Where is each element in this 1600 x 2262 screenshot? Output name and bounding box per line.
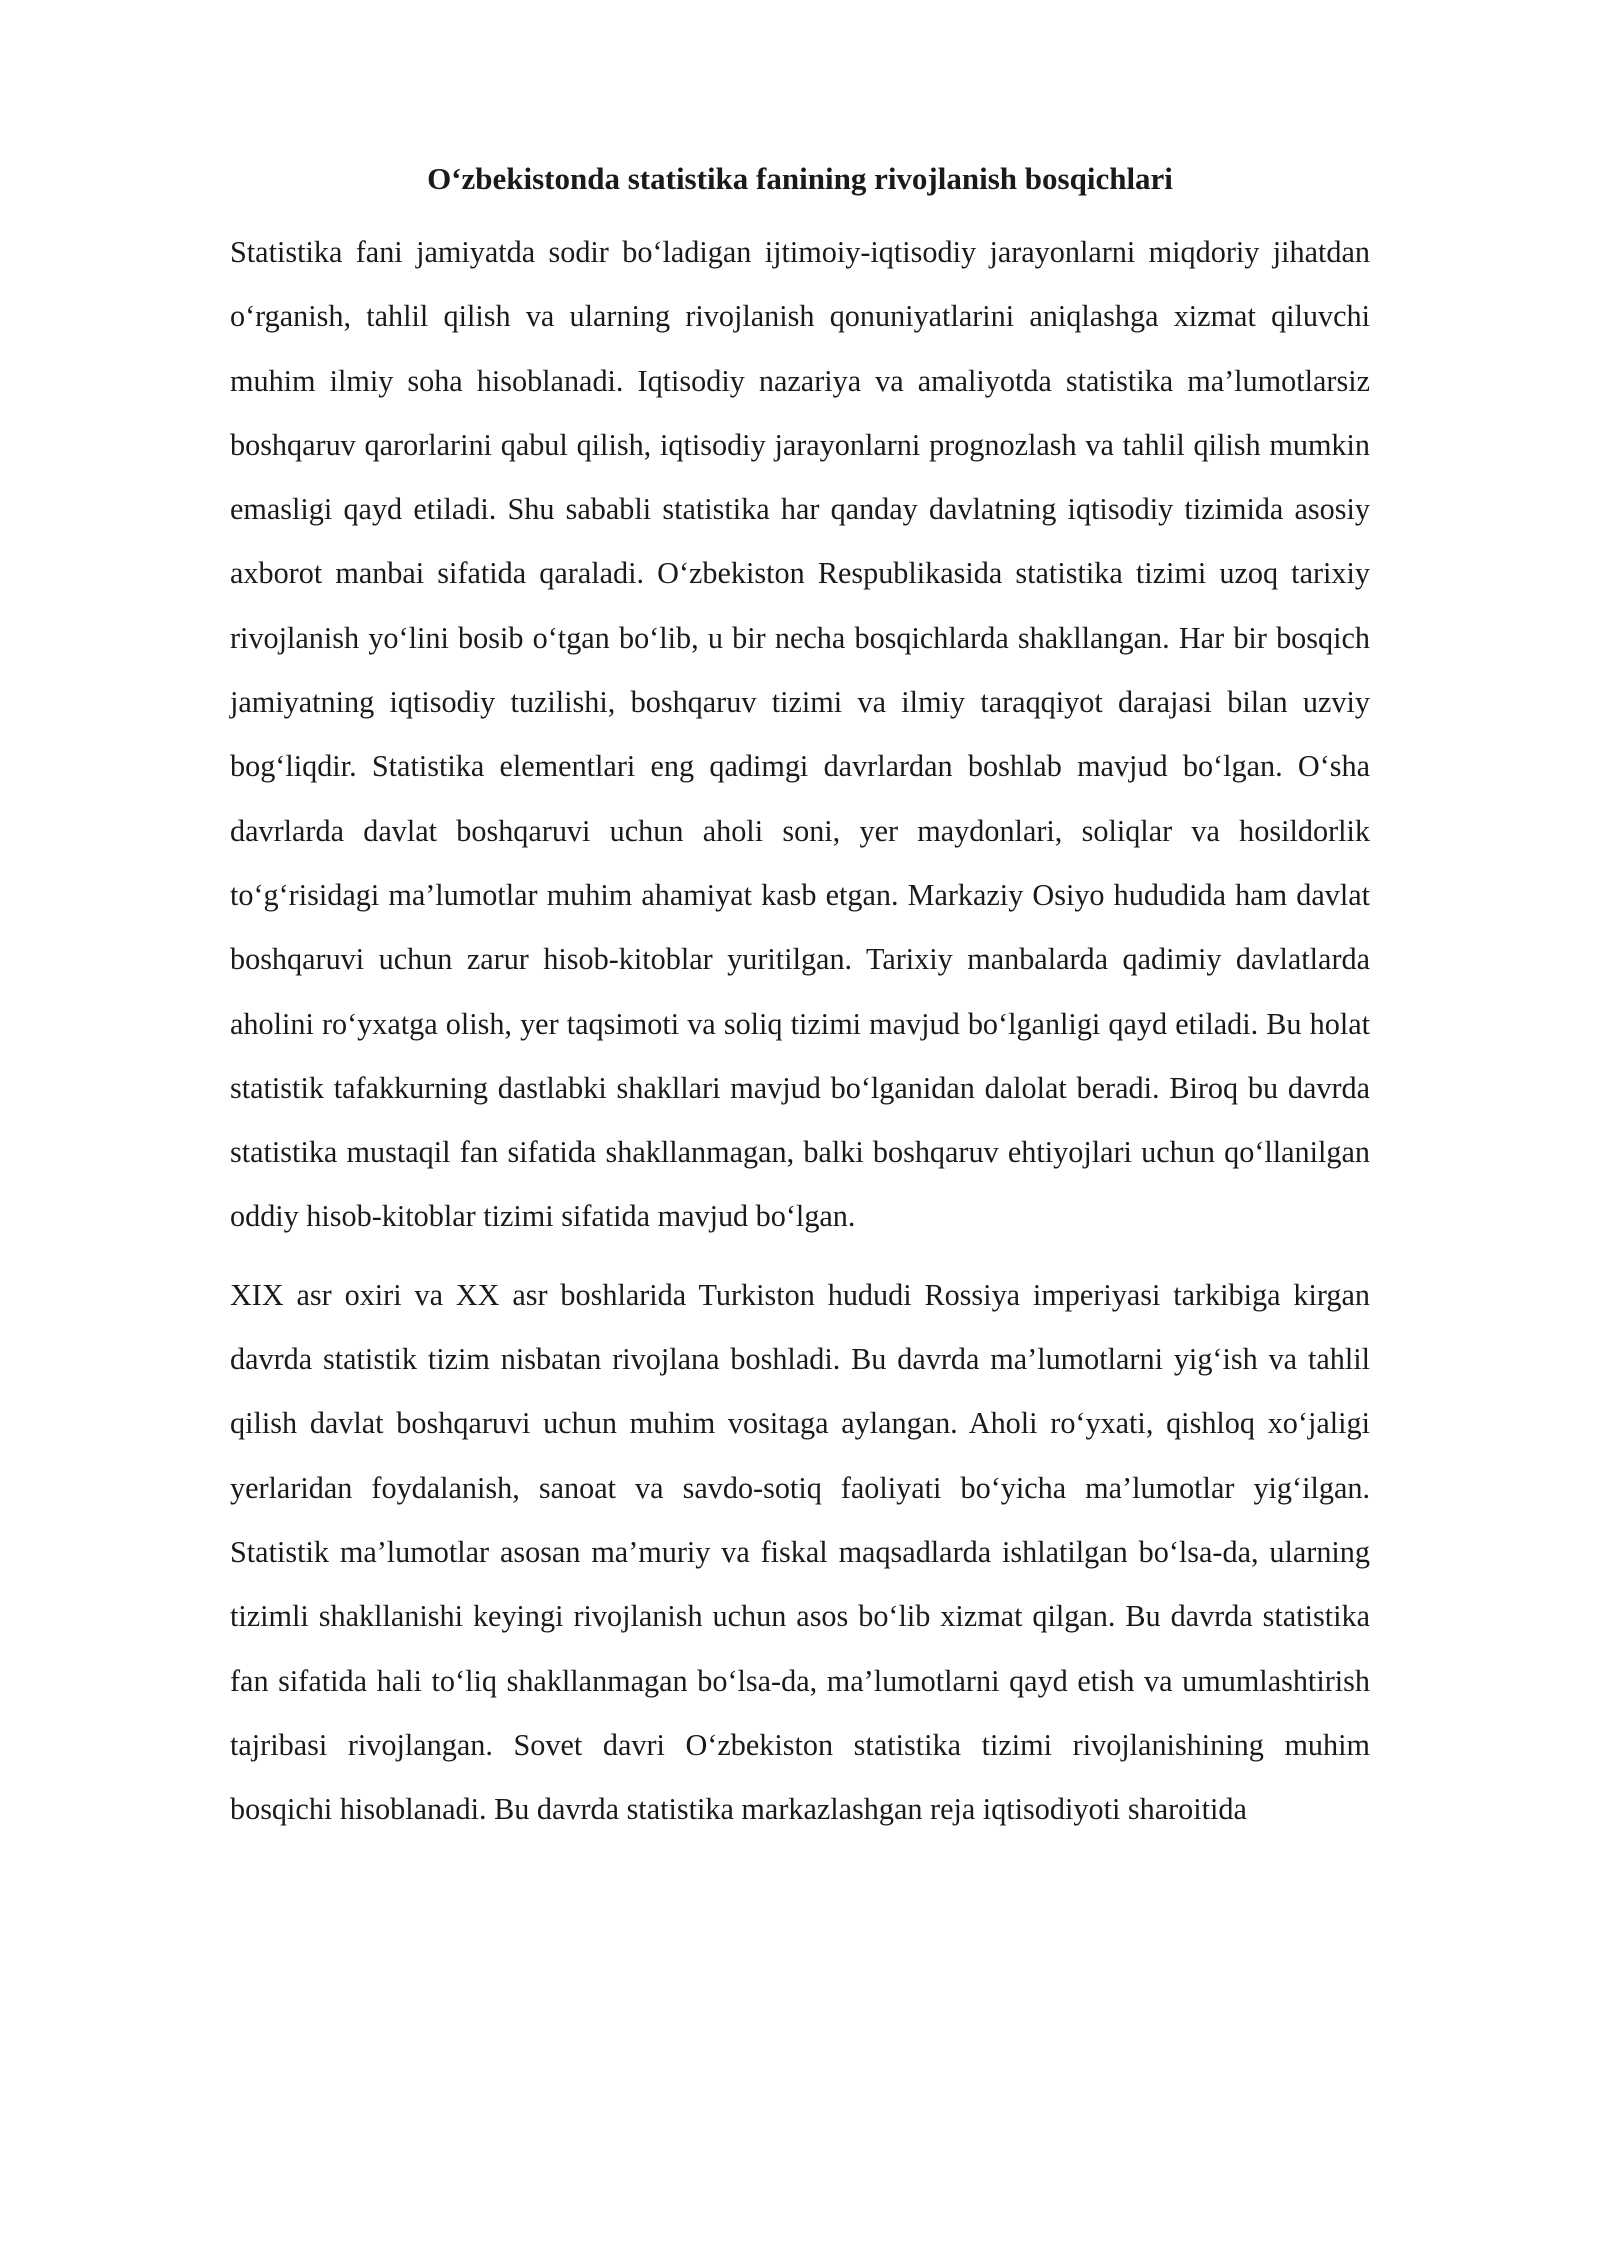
- document-title: O‘zbekistonda statistika fanining rivojlanish bosqichlari: [427, 161, 1173, 196]
- document-body: [230, 150, 1370, 1855]
- paragraph-2: XIX asr oxiri va XX asr boshlarida Turkiston hududi Rossiya imperiyasi tarkibiga kirgan davrda statistik tizim nisbatan rivojlana boshladi. Bu davrda ma’lumotlarni yig‘ish va tahlil qilish davlat boshqaruvi uchun muhim vositaga aylangan. Aholi ro‘yxati, qishloq xo‘jaligi yerlaridan foydalanish, sanoat va savdo-sotiq faoliyati bo‘yicha ma’lumotlar yig‘ilgan. Statistik ma’lumotlar asosan ma’muriy va fiskal maqsadlarda ishlatilgan bo‘lsa-da, ularning tizimli shakllanishi keyingi rivojlanish uchun asos bo‘lib xizmat qilgan. Bu davrda statistika fan sifatida hali to‘liq shakllanmagan bo‘lsa-da, ma’lumotlarni qayd etish va umumlashtirish tajribasi rivojlangan. Sovet davri O‘zbekiston statistika tizimi rivojlanishining muhim bosqichi hisoblanadi. Bu davrda statistika markazlashgan reja iqtisodiyoti sharoitida: [230, 1277, 1370, 1827]
- paragraph-1: Statistika fani jamiyatda sodir bo‘ladigan ijtimoiy-iqtisodiy jarayonlarni miqdoriy jihatdan o‘rganish, tahlil qilish va ularning rivojlanish qonuniyatlarini aniqlashga xizmat qiluvchi muhim ilmiy soha hisoblanadi. Iqtisodiy nazariya va amaliyotda statistika ma’lumotlarsiz boshqaruv qarorlarini qabul qilish, iqtisodiy jarayonlarni prognozlash va tahlil qilish mumkin emasligi qayd etiladi. Shu sababli statistika har qanday davlatning iqtisodiy tizimida asosiy axborot manbai sifatida qaraladi. O‘zbekiston Respublikasida statistika tizimi uzoq tarixiy rivojlanish yo‘lini bosib o‘tgan bo‘lib, u bir necha bosqichlarda shakllangan. Har bir bosqich jamiyatning iqtisodiy tuzilishi, boshqaruv tizimi va ilmiy taraqqiyot darajasi bilan uzviy bog‘liqdir. Statistika elementlari eng qadimgi davrlardan boshlab mavjud bo‘lgan. O‘sha davrlarda davlat boshqaruvi uchun aholi soni, yer maydonlari, soliqlar va hosildorlik to‘g‘risidagi ma’lumotlar muhim ahamiyat kasb etgan. Markaziy Osiyo hududida ham davlat boshqaruvi uchun zarur hisob-kitoblar yuritilgan. Tarixiy manbalarda qadimiy davlatlarda aholini ro‘yxatga olish, yer taqsimoti va soliq tizimi mavjud bo‘lganligi qayd etiladi. Bu holat statistik tafakkurning dastlabki shakllari mavjud bo‘lganidan dalolat beradi. Biroq bu davrda statistika mustaqil fan sifatida shakllanmagan, balki boshqaruv ehtiyojlari uchun qo‘llanilgan oddiy hisob-kitoblar tizimi sifatida mavjud bo‘lgan.: [230, 235, 1370, 1234]
